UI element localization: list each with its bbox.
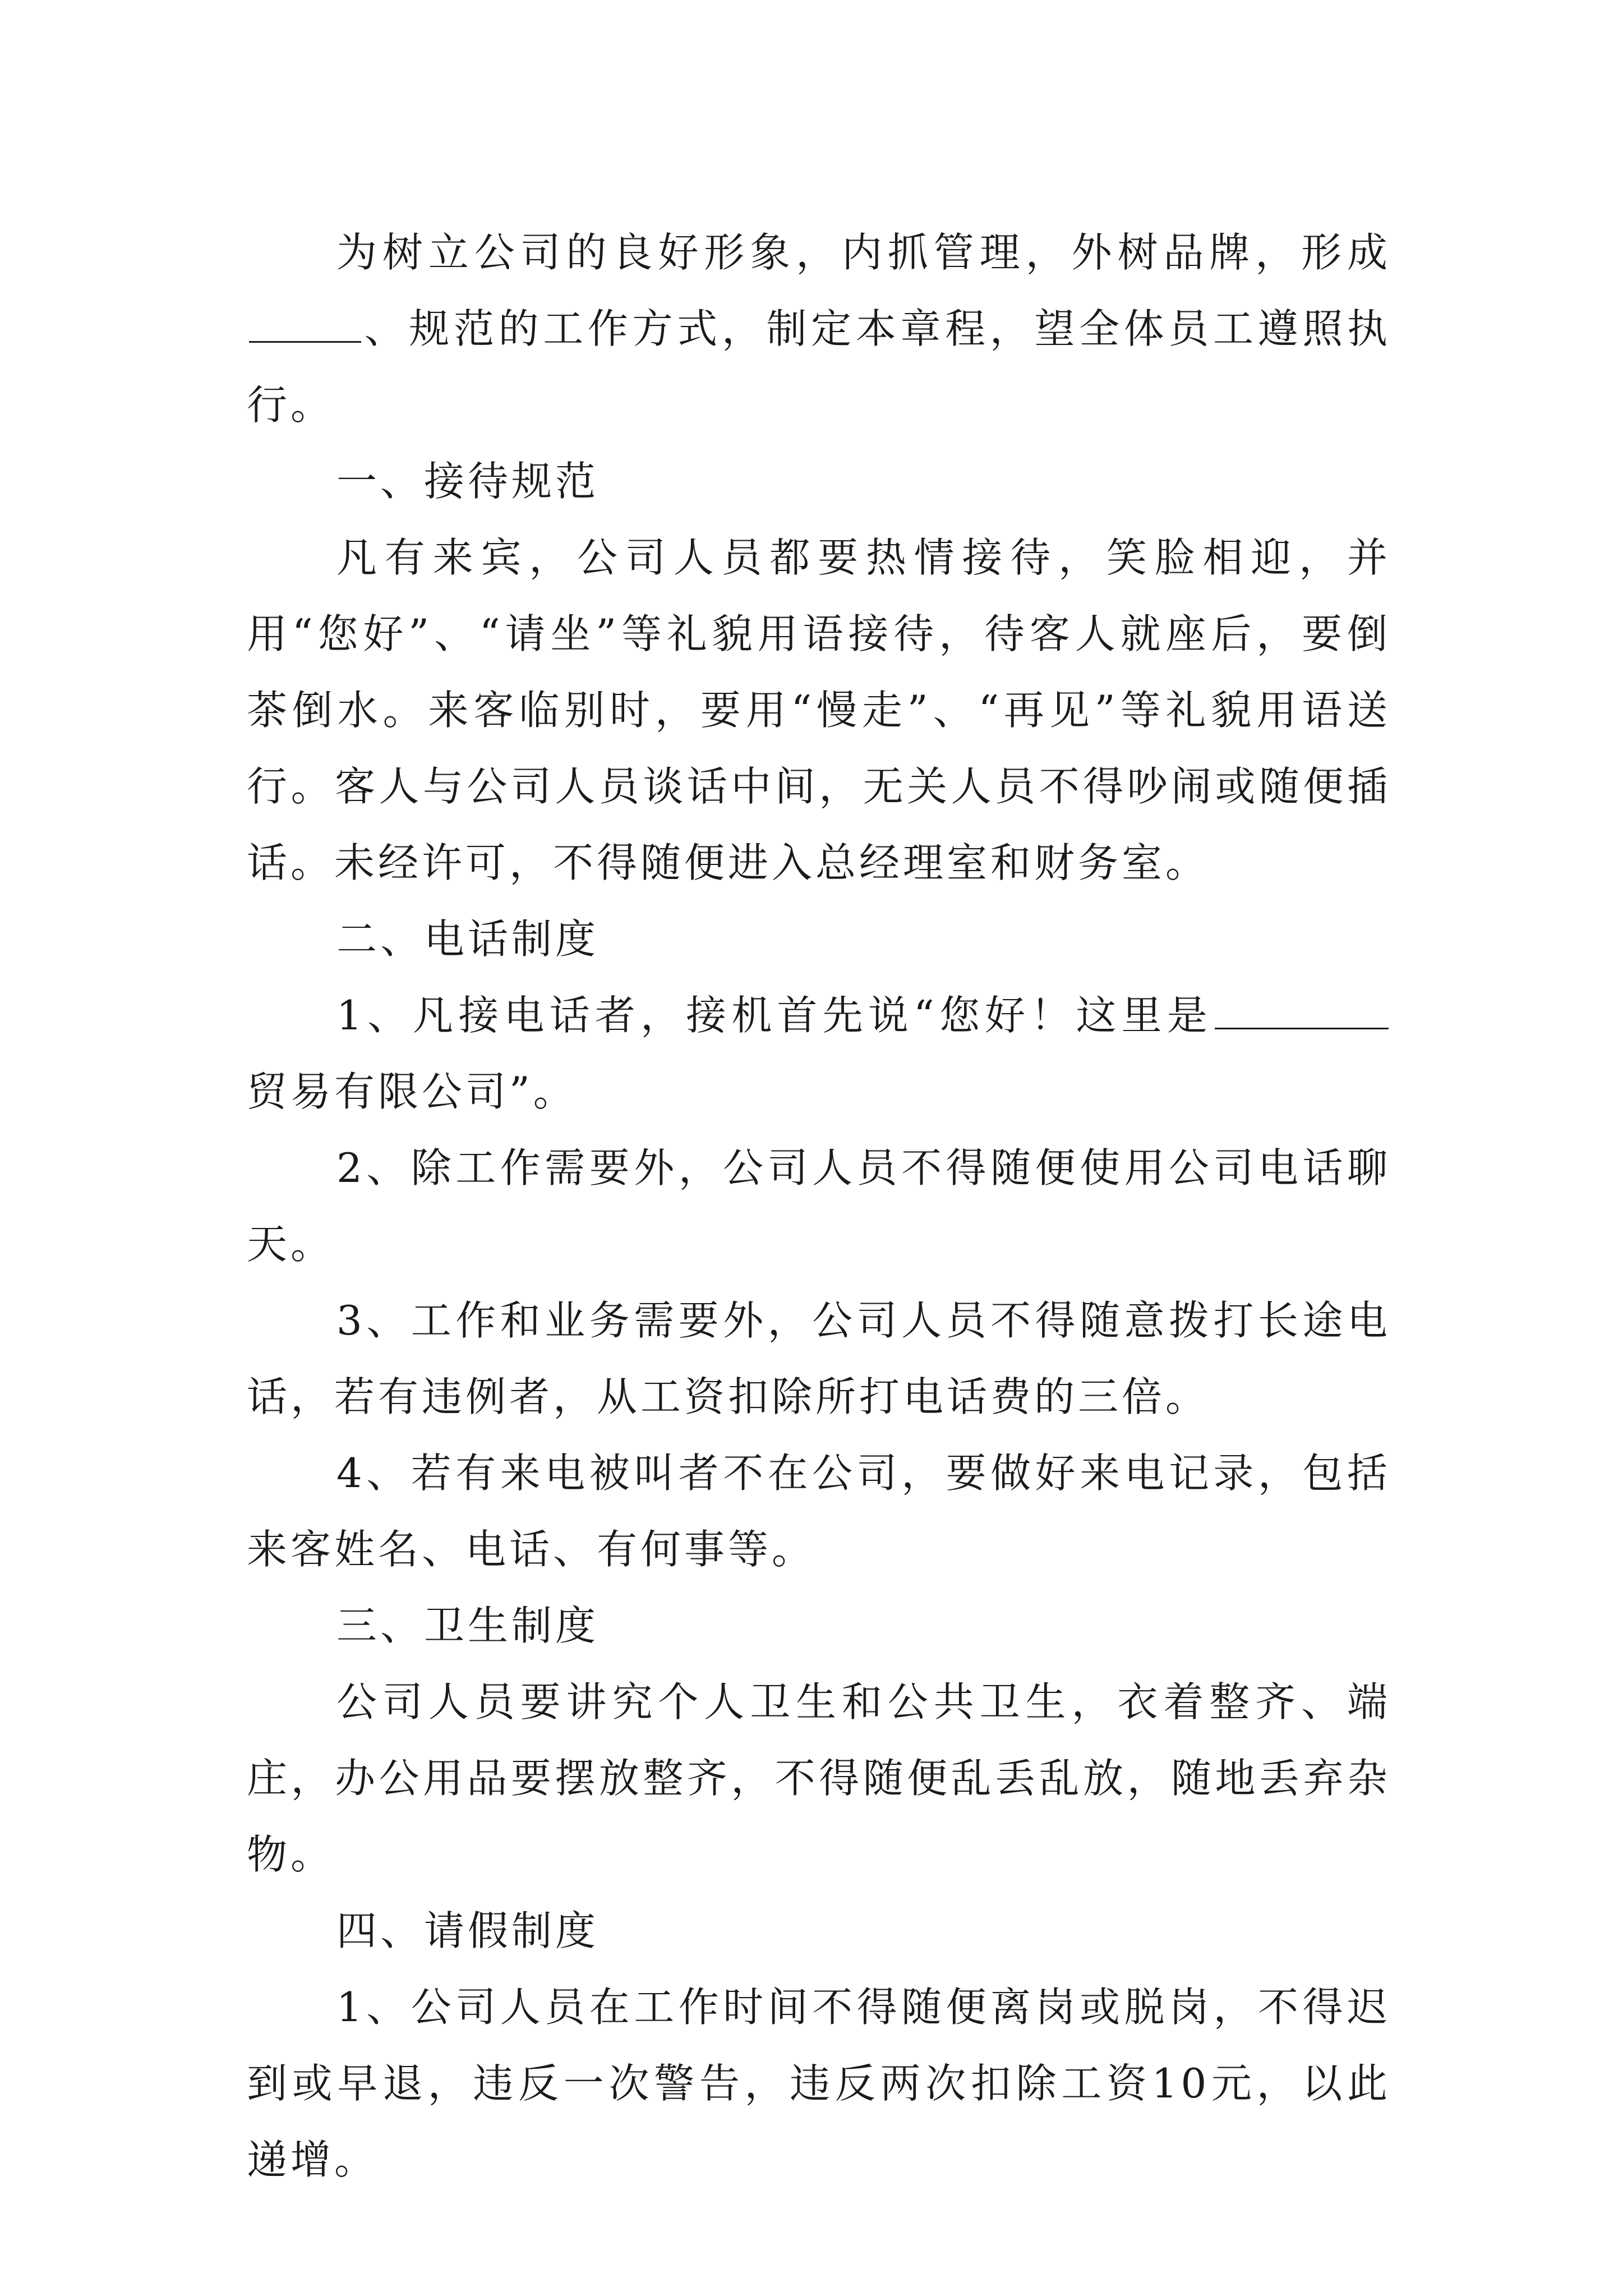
intro-text-part1: 为树立公司的良好形象，内抓管理，外树品牌，形成 [336, 229, 1391, 276]
fill-in-blank [249, 302, 361, 343]
document-body [247, 214, 1391, 2198]
hygiene-paragraph: 公司人员要讲究个人卫生和公共卫生，衣着整齐、端庄，办公用品要摆放整齐，不得随便乱丢乱放，随地丢弃杂物。 [247, 1678, 1391, 1878]
phone-item-1 [247, 977, 1391, 1130]
phone-item-1-part2: 贸易有限公司”。 [247, 1068, 577, 1115]
section-heading-leave: 四、请假制度 [336, 1907, 600, 1954]
leave-item-1: 1、公司人员在工作时间不得随便离岗或脱岗，不得迟到或早退，违反一次警告，违反两次扣除工资10元，以此递增。 [247, 1984, 1391, 2183]
section-heading-phone: 二、电话制度 [336, 915, 600, 963]
intro-text-part2: 、规范的工作方式，制定本章程，望全体员工遵照执行。 [247, 305, 1391, 429]
section-heading-hygiene: 三、卫生制度 [336, 1602, 600, 1649]
phone-item-3: 3、工作和业务需要外，公司人员不得随意拨打长途电话，若有违例者，从工资扣除所打电话费的三倍。 [247, 1297, 1391, 1420]
phone-item-1-part1: 1、凡接电话者，接机首先说“您好！这里是 [336, 992, 1212, 1039]
phone-item-2: 2、除工作需要外，公司人员不得随便使用公司电话聊天。 [247, 1144, 1391, 1268]
phone-item-4: 4、若有来电被叫者不在公司，要做好来电记录，包括来客姓名、电话、有何事等。 [247, 1450, 1391, 1573]
company-name-blank [1215, 988, 1389, 1029]
reception-paragraph: 凡有来宾，公司人员都要热情接待，笑脸相迎，并用“您好”、“请坐”等礼貌用语接待，待客人就座后，要倒茶倒水。来客临别时，要用“慢走”、“再见”等礼貌用语送行。客人与公司人员谈话中间，无关人员不得吵闹或随便插话。未经许可，不得随便进入总经理室和财务室。 [247, 534, 1391, 886]
section-heading-reception: 一、接待规范 [336, 458, 600, 505]
intro-paragraph [247, 214, 1391, 443]
